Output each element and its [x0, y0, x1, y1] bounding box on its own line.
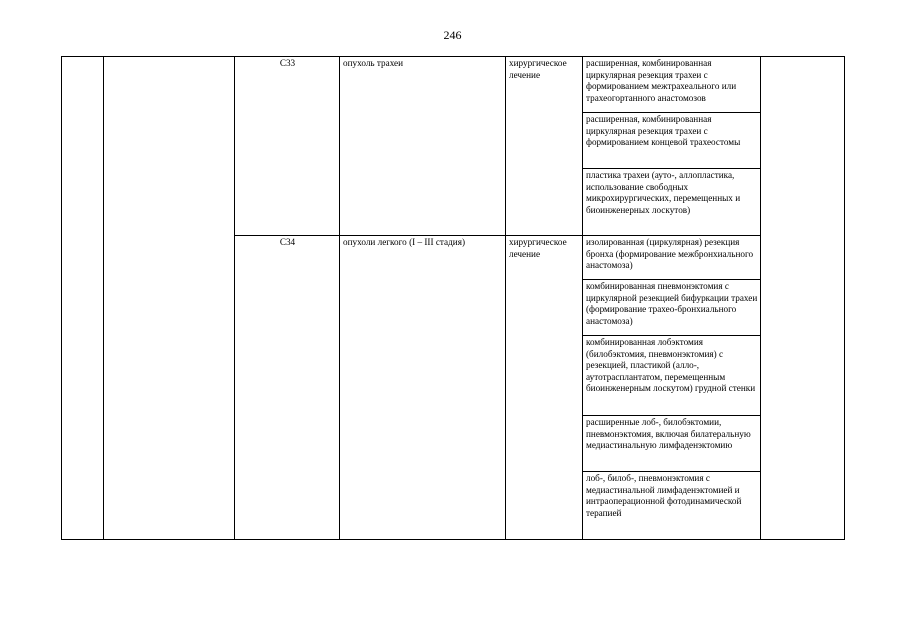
- blank-cell-group: [104, 57, 235, 540]
- treatment-type-cell: хирургическое лечение: [506, 236, 583, 540]
- icd-code-cell: C33: [235, 57, 340, 236]
- method-cell: лоб-, билоб-, пневмонэктомия с медиастинальной лимфаденэктомией и интраоперационной фотодинамической терапией: [583, 472, 761, 540]
- method-cell: изолированная (циркулярная) резекция бронха (формирование межбронхиального анастомоза): [583, 236, 761, 280]
- icd-code-cell: C34: [235, 236, 340, 540]
- blank-cell-index: [62, 57, 104, 540]
- treatment-table: [61, 56, 845, 540]
- method-cell: комбинированная пневмонэктомия с циркулярной резекцией бифуркации трахеи (формирование трахео-бронхиального анастомоза): [583, 280, 761, 336]
- method-cell: расширенная, комбинированная циркулярная резекция трахеи с формированием концевой трахеостомы: [583, 113, 761, 169]
- method-cell: пластика трахеи (ауто-, аллопластика, использование свободных микрохирургических, перемещенных и биоинженерных лоскутов): [583, 169, 761, 236]
- blank-cell-cost: [761, 57, 845, 540]
- method-cell: расширенная, комбинированная циркулярная резекция трахеи с формированием межтрахеального или трахеогортанного анастомозов: [583, 57, 761, 113]
- method-cell: расширенные лоб-, билобэктомии, пневмонэктомия, включая билатеральную медиастинальную лимфаденэктомию: [583, 416, 761, 472]
- table-row: [62, 57, 845, 113]
- diagnosis-cell: опухоли легкого (I – III стадия): [340, 236, 506, 540]
- diagnosis-cell: опухоль трахеи: [340, 57, 506, 236]
- treatment-type-cell: хирургическое лечение: [506, 57, 583, 236]
- method-cell: комбинированная лобэктомия (билобэктомия, пневмонэктомия) с резекцией, пластикой (алло-, аутотрасплантатом, перемещенным биоинженерным лоскутом) грудной стенки: [583, 336, 761, 416]
- page-number: 246: [443, 28, 462, 42]
